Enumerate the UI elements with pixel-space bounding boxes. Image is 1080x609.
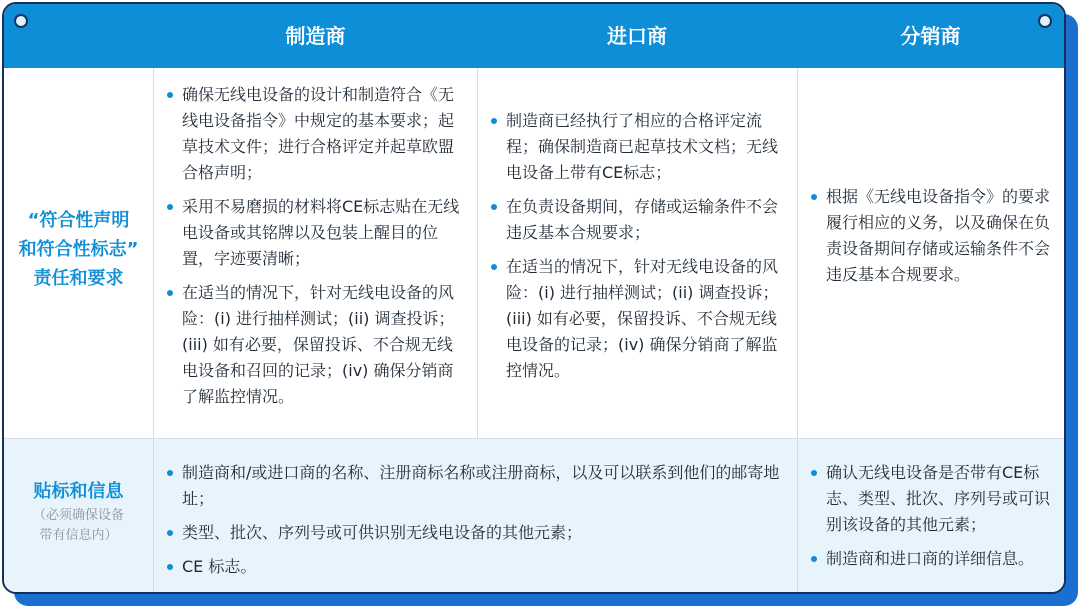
row-label-note: （必须确保设备 (32, 508, 124, 523)
cell-manufacturer-requirements (164, 82, 464, 418)
list-item: 在适当的情况下，针对无线电设备的风险：(i) 进行抽样测试；(ii) 调查投诉；(iii) 如有必要，保留投诉、不合规无线电设备的记录；(iv) 确保分销商了解监控情况。 (488, 254, 788, 384)
divider-vertical (153, 68, 154, 594)
list-item: 在适当的情况下，针对无线电设备的风险：(i) 进行抽样测试；(ii) 调查投诉；(iii) 如有必要，保留投诉、不合规无线电设备和召回的记录；(iv) 确保分销商了解监控情况。 (164, 280, 464, 410)
list-item: 根据《无线电设备指令》的要求履行相应的义务，以及确保在负责设备期间存储或运输条件不会违反基本合规要求。 (808, 184, 1054, 288)
row-label-declaration (4, 206, 153, 293)
divider-horizontal (4, 438, 1064, 439)
list-item: 在负责设备期间，存储或运输条件不会违反基本合规要求； (488, 194, 788, 246)
list-item: 制造商和/或进口商的名称、注册商标名称或注册商标，以及可以联系到他们的邮寄地址； (164, 460, 784, 512)
row-label-line: “符合性声明 (27, 210, 130, 231)
header-manufacturer: 制造商 (285, 24, 346, 48)
cell-labeling-shared (164, 460, 784, 588)
header-importer: 进口商 (607, 24, 667, 48)
cell-distributor-requirements (808, 184, 1054, 296)
row-label-note: 带有信息内） (39, 528, 118, 543)
list-item: 确认无线电设备是否带有CE标志、类型、批次、序列号或可识别该设备的其他元素； (808, 460, 1056, 538)
pin-left-icon (14, 14, 28, 28)
row-label-labeling (4, 477, 153, 546)
divider-vertical (477, 68, 478, 438)
list-item: 制造商和进口商的详细信息。 (808, 546, 1056, 572)
table-header (4, 4, 1064, 68)
row-label-line: 责任和要求 (33, 268, 124, 289)
list-item: 类型、批次、序列号或可供识别无线电设备的其他元素； (164, 520, 784, 546)
list-item: 采用不易磨损的材料将CE标志贴在无线电设备或其铭牌以及包装上醒目的位置，字迹要清晰； (164, 194, 464, 272)
header-distributor: 分销商 (900, 24, 961, 48)
requirements-table (2, 2, 1066, 594)
cell-labeling-distributor (808, 460, 1056, 580)
list-item: CE 标志。 (164, 554, 784, 580)
divider-vertical (797, 68, 798, 594)
list-item: 制造商已经执行了相应的合格评定流程；确保制造商已起草技术文档；无线电设备上带有CE标志； (488, 108, 788, 186)
pin-right-icon (1038, 14, 1052, 28)
row-label-line: 和符合性标志” (18, 239, 139, 260)
list-item: 确保无线电设备的设计和制造符合《无线电设备指令》中规定的基本要求；起草技术文件；进行合格评定并起草欧盟合格声明； (164, 82, 464, 186)
row-label-title: 贴标和信息 (33, 481, 124, 502)
cell-importer-requirements (488, 108, 788, 392)
